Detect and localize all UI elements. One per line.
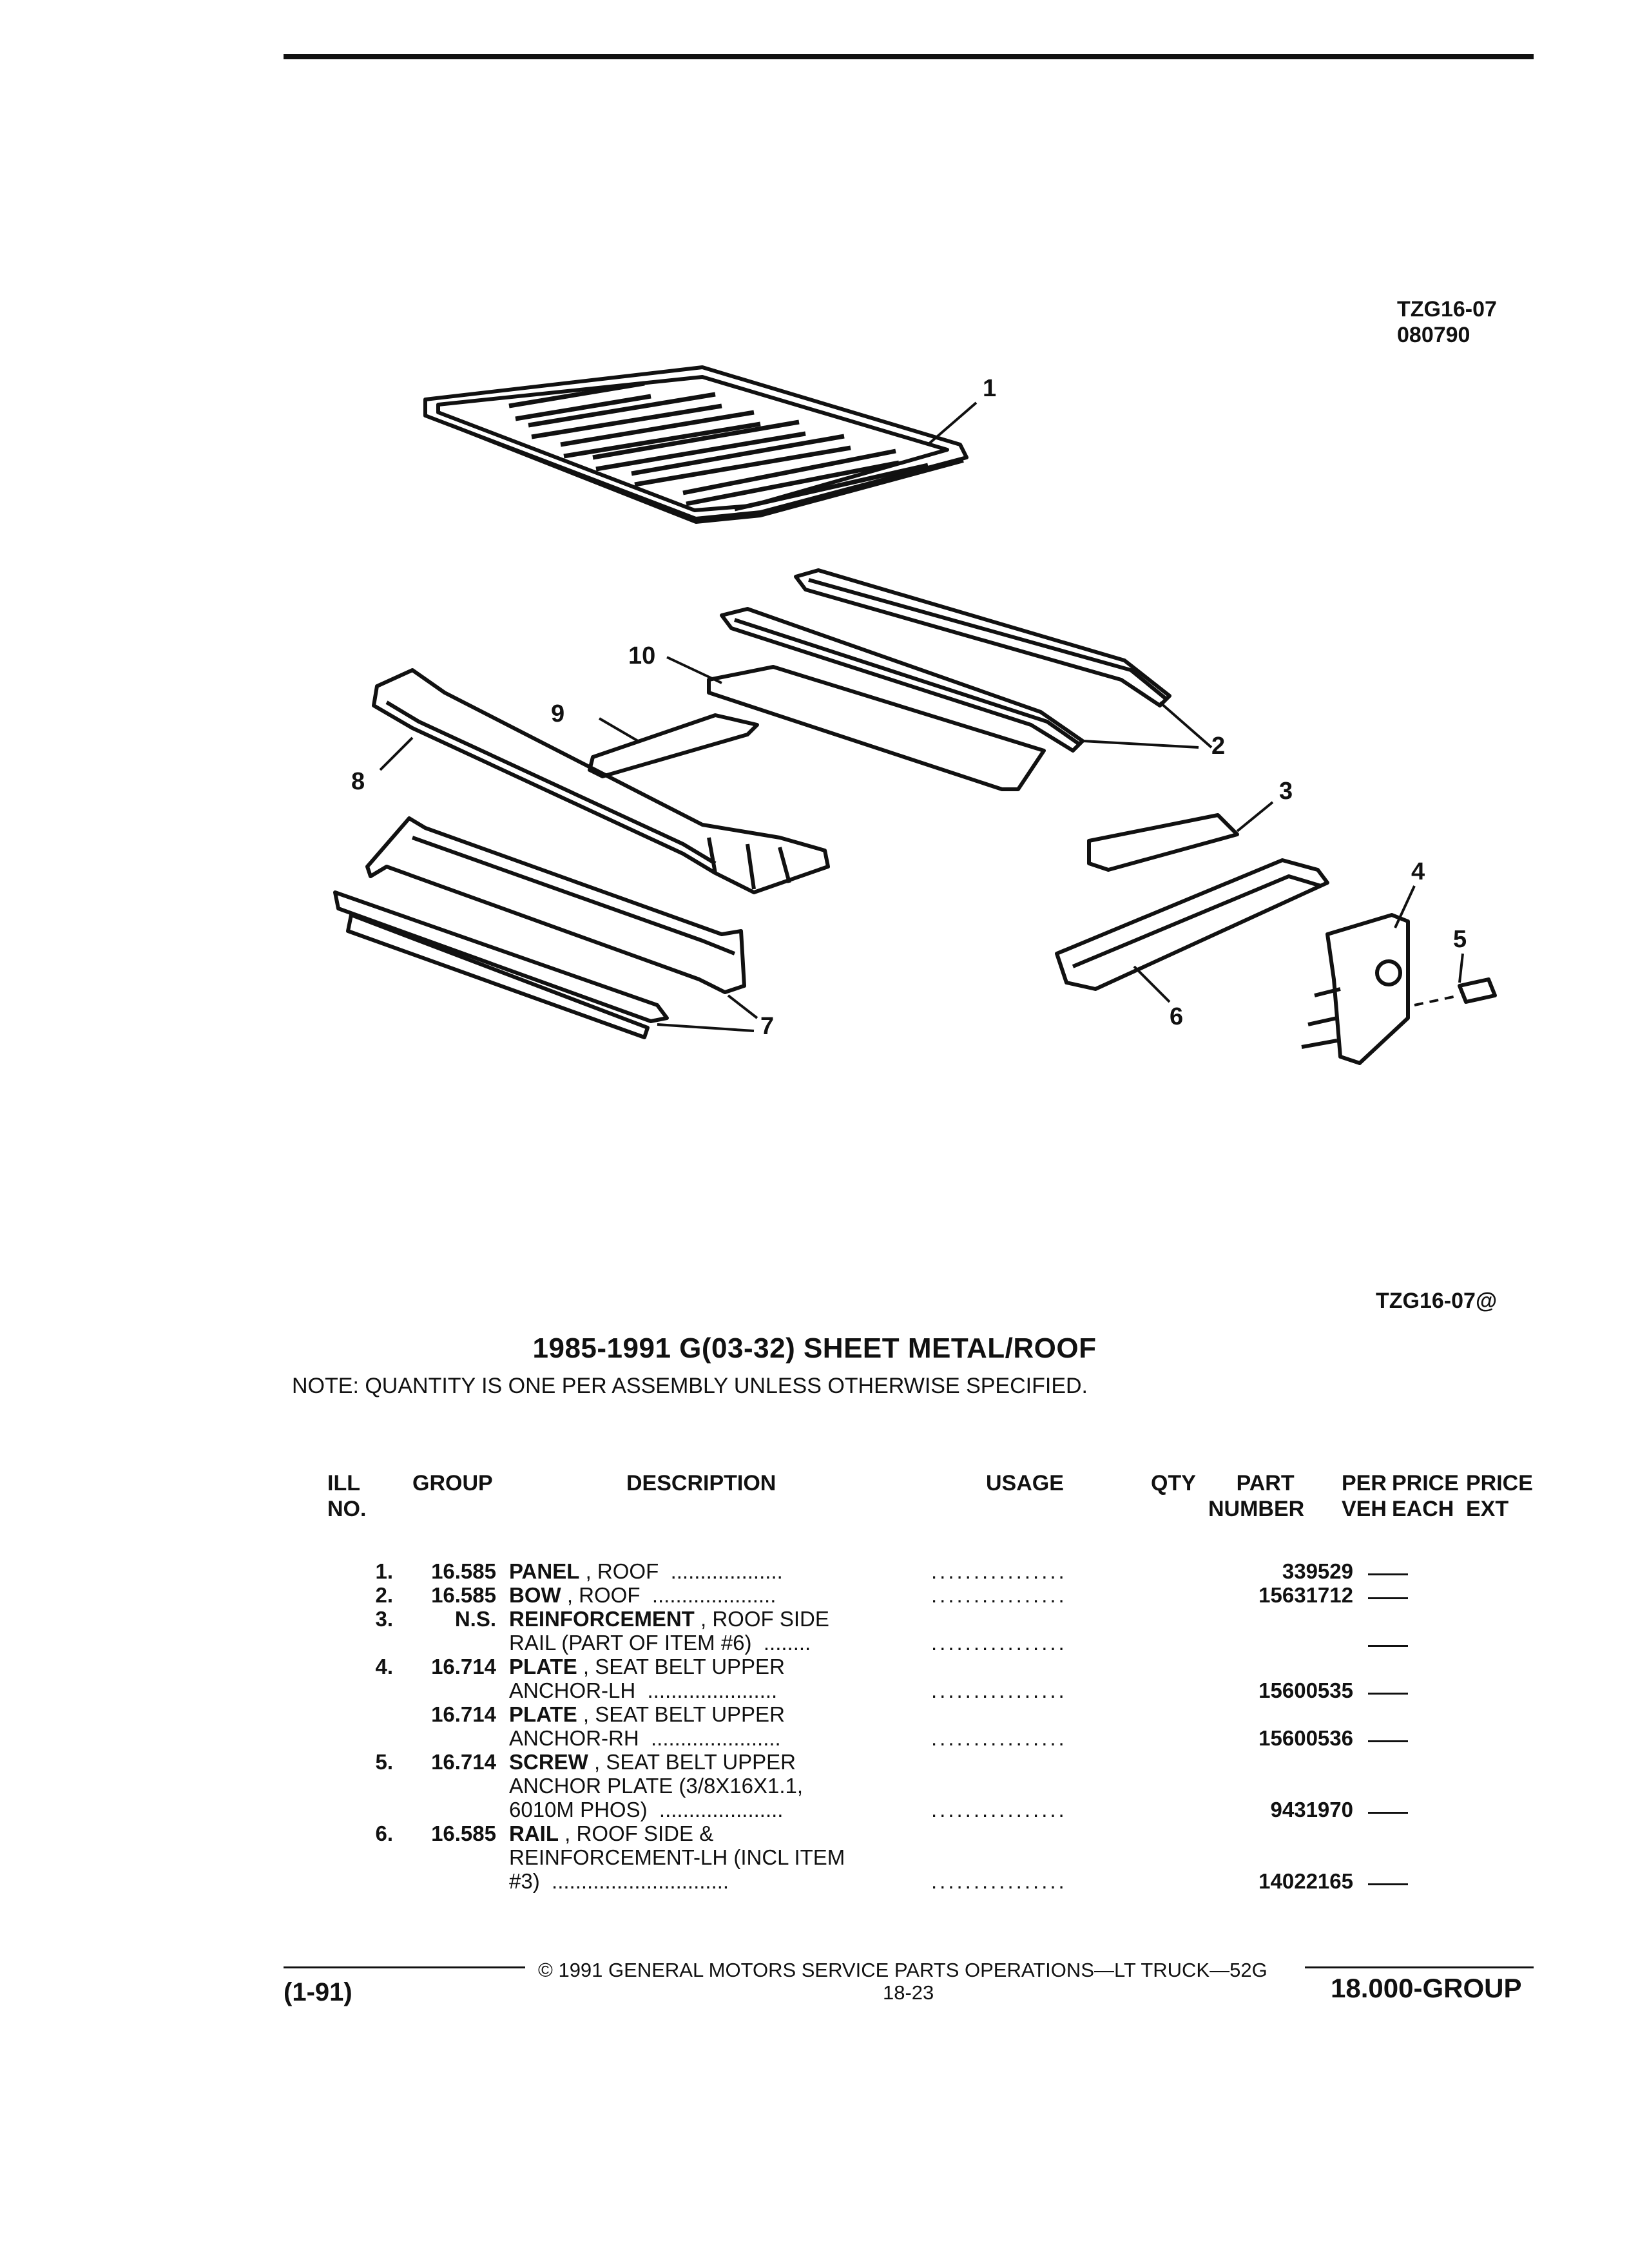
description [509,1655,785,1678]
blank-line [1368,1631,1408,1647]
description-text: #3) .............................. [509,1869,729,1893]
blank-line [1368,1678,1408,1695]
footer-copyright: © 1991 GENERAL MOTORS SERVICE PARTS OPERATIONS—LT TRUCK—52G [538,1959,1268,1981]
part-number: 14022165 [1258,1869,1353,1893]
description [509,1607,829,1631]
table-row [0,1774,1629,1798]
table-row [0,1655,1629,1678]
description [509,1869,729,1893]
blank-line [1368,1559,1408,1575]
header-per-veh: PER VEH [1342,1471,1387,1521]
callout-5: 5 [1453,926,1467,953]
callout-6: 6 [1170,1003,1184,1030]
roof-bow-drawing [722,570,1170,751]
reinforcement-plate-drawing [1089,815,1237,870]
description [509,1583,776,1607]
parts-list [0,1559,1629,1893]
description-text: REINFORCEMENT-LH (INCL ITEM [509,1845,845,1869]
page-title: 1985-1991 G(03-32) SHEET METAL/ROOF [532,1332,1097,1364]
description-text: RAIL (PART OF ITEM #6) ........ [509,1631,811,1655]
header-part-number: PART NUMBER [1208,1471,1305,1521]
diagram-ref-footer: TZG16-07@ [1376,1289,1498,1313]
blank-line [1368,1583,1408,1599]
description-text: , ROOF SIDE & [559,1821,714,1845]
description [509,1821,713,1845]
description-text: ANCHOR PLATE (3/8X16X1.1, [509,1774,804,1798]
table-row [0,1583,1629,1607]
header-group: GROUP [412,1471,493,1495]
quantity-note: NOTE: QUANTITY IS ONE PER ASSEMBLY UNLESS OTHERWISE SPECIFIED. [292,1374,1088,1398]
table-row [0,1631,1629,1655]
header-description: DESCRIPTION [626,1471,776,1495]
table-row [0,1869,1629,1893]
group-code: 16.714 [431,1655,496,1678]
usage: ................ [931,1559,1067,1583]
footer-rule-right [1305,1966,1534,1968]
description-text: ANCHOR-RH ...................... [509,1726,781,1750]
part-number: 9431970 [1270,1798,1353,1821]
description [509,1845,845,1869]
ref-code: TZG16-07 [1397,297,1497,322]
part-name: BOW [509,1583,561,1607]
callout-2: 2 [1211,733,1226,760]
group-code: N.S. [454,1607,496,1631]
part-name: RAIL [509,1821,559,1845]
description-text: ANCHOR-LH ...................... [509,1678,778,1702]
callout-9: 9 [551,700,565,727]
table-row [0,1678,1629,1702]
blank-line [1368,1798,1408,1814]
table-row [0,1559,1629,1583]
description-text: , SEAT BELT UPPER [577,1702,785,1726]
usage: ................ [931,1583,1067,1607]
group-code: 16.714 [431,1702,496,1726]
group-code: 16.585 [431,1583,496,1607]
table-row [0,1821,1629,1845]
callout-10: 10 [628,642,656,669]
callout-8: 8 [351,768,365,795]
callout-4: 4 [1411,858,1425,885]
description-text: , SEAT BELT UPPER [588,1750,796,1774]
part-number: 15600535 [1258,1678,1353,1702]
windshield-header-drawing [335,818,744,1037]
small-bracket-drawing [590,715,757,776]
description-text: , ROOF SIDE [694,1607,829,1631]
header-ill: ILL NO. [327,1471,367,1521]
ill-no: 1. [375,1559,393,1583]
footer-rule-left [284,1966,525,1968]
header-usage: USAGE [986,1471,1064,1495]
description [509,1559,783,1583]
footer-page-number: 18-23 [883,1981,934,2004]
usage: ................ [931,1726,1067,1750]
headliner-strip-drawing [709,667,1044,789]
footer-group: 18.000-GROUP [1331,1973,1522,2003]
part-number: 15631712 [1258,1583,1353,1607]
usage: ................ [931,1678,1067,1702]
description [509,1678,777,1702]
description-text: , ROOF ................... [579,1559,783,1583]
usage: ................ [931,1798,1067,1821]
description-text: 6010M PHOS) ..................... [509,1798,784,1821]
description [509,1726,781,1750]
part-name: PLATE [509,1702,577,1726]
part-name: PANEL [509,1559,580,1583]
blank-line [1368,1869,1408,1885]
front-header-drawing [374,670,828,892]
description-text: , ROOF ..................... [561,1583,776,1607]
callout-1: 1 [983,375,997,402]
group-code: 16.585 [431,1821,496,1845]
blank-line [1368,1726,1408,1742]
table-row [0,1702,1629,1726]
description [509,1774,803,1798]
part-number: 15600536 [1258,1726,1353,1750]
ref-date: 080790 [1397,323,1470,347]
anchor-plate-drawing [1302,915,1408,1063]
callout-3: 3 [1279,778,1293,805]
footer-date: (1-91) [284,1978,352,2006]
description-text: , SEAT BELT UPPER [577,1655,785,1678]
roof-panel-drawing [425,367,967,522]
table-row [0,1607,1629,1631]
part-name: PLATE [509,1655,577,1678]
side-rail-drawing [1057,860,1327,989]
header-qty: QTY [1151,1471,1196,1495]
part-number: 339529 [1282,1559,1353,1583]
group-code: 16.714 [431,1750,496,1774]
ill-no: 4. [375,1655,393,1678]
table-row [0,1750,1629,1774]
ill-no: 2. [375,1583,393,1607]
group-code: 16.585 [431,1559,496,1583]
table-row [0,1845,1629,1869]
ill-no: 3. [375,1607,393,1631]
ill-no: 6. [375,1821,393,1845]
ill-no: 5. [375,1750,393,1774]
description [509,1750,796,1774]
part-name: SCREW [509,1750,588,1774]
table-row [0,1726,1629,1750]
table-row [0,1798,1629,1821]
screw-drawing [1414,979,1495,1005]
usage: ................ [931,1869,1067,1893]
description [509,1631,811,1655]
header-price-each: PRICE EACH [1392,1471,1459,1521]
part-name: REINFORCEMENT [509,1607,695,1631]
usage: ................ [931,1631,1067,1655]
header-price-ext: PRICE EXT [1466,1471,1533,1521]
description [509,1798,783,1821]
description [509,1702,785,1726]
callout-7: 7 [760,1013,775,1040]
